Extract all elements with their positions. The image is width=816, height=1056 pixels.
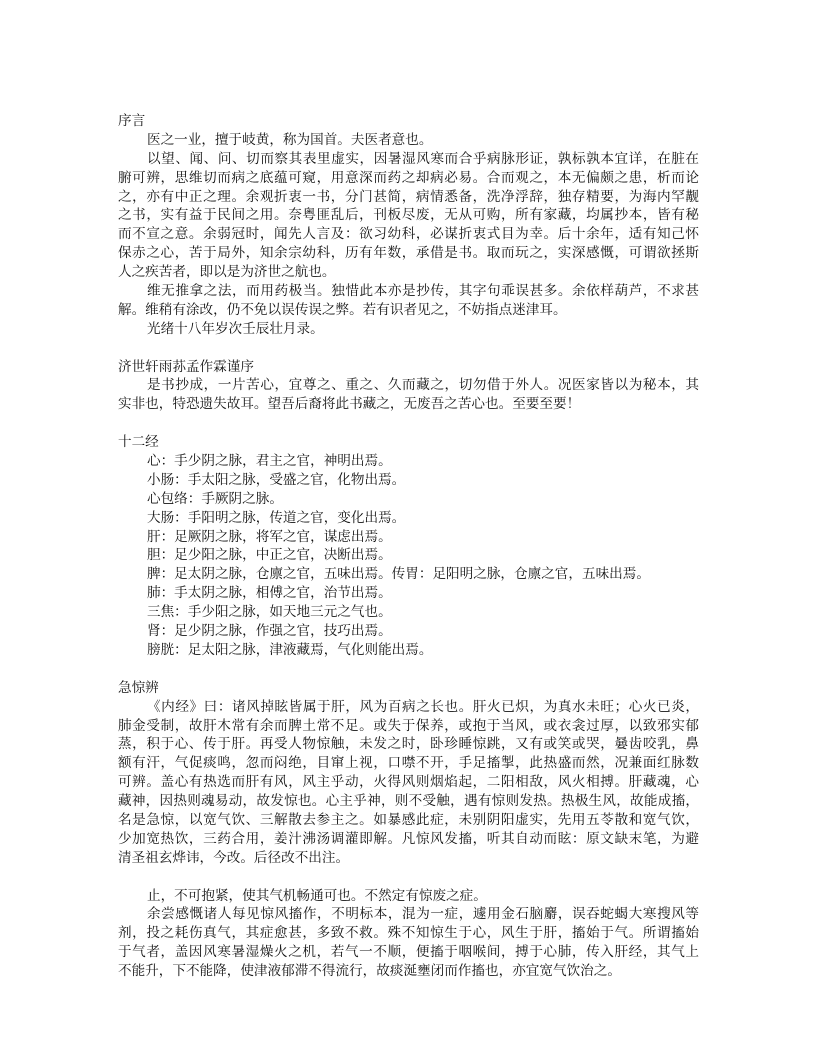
paragraph-line: 剂，投之耗伤真气，其症愈甚，多致不救。殊不知惊生于心，风生于肝，搐始于气。所谓搐始 — [118, 925, 699, 942]
paragraph-line: 三焦：手少阳之脉，如天地三元之气也。 — [147, 604, 392, 621]
paragraph-line: 不能升，下不能降，使津液郁滞不得流行，故痰涎壅闭而作搐也，亦宜宽气饮治之。 — [118, 963, 621, 980]
paragraph-line: 维无推拿之法，而用药极当。独惜此本亦是抄传，其字句乖误甚多。余依样葫芦，不求甚 — [147, 283, 699, 300]
paragraph-line: 人之疾苦者，即以是为济世之航也。 — [118, 264, 336, 281]
paragraph-line: 胆：足少阳之脉，中正之官，决断出焉。 — [147, 547, 392, 564]
paragraph-line: 脾：足太阴之脉，仓廪之官，五味出焉。传胃：足阳明之脉，仓廪之官，五味出焉。 — [147, 566, 650, 583]
document-page — [118, 112, 699, 981]
paragraph-line: 余尝感慨诸人每见惊风搐作，不明标本，混为一症，遽用金石脑麝，误吞蛇蝎大寒搜风等 — [147, 906, 699, 923]
section-heading: 序言 — [118, 113, 146, 129]
paragraph-line: 医之一业，擅于岐黄，称为国首。夫医者意也。 — [147, 131, 433, 148]
section-heading: 十二经 — [118, 434, 159, 451]
paragraph-line: 蒸，积于心、传于肝。再受人物惊触，未发之时，卧珍睡惊跳，又有或笑或哭，嘦齿咬乳，鼻 — [118, 736, 699, 753]
section-heading: 急惊辨 — [118, 679, 159, 696]
paragraph-line: 解。维稍有涂改，仍不免以误传误之弊。若有识者见之，不妨指点迷津耳。 — [118, 301, 567, 318]
paragraph-line: 肺金受制，故肝木常有余而脾土常不足。或失于保养，或抱于当风，或衣衾过厚，以致邪实郁 — [118, 717, 699, 734]
paragraph-line: 可辨。盖心有热选而肝有风，风主乎动，火得风则烟焰起，二阳相敌，风火相搏。肝藏魂，心 — [118, 774, 699, 791]
blank-line — [118, 414, 699, 433]
paragraph-line: 以望、闻、问、切而察其表里虚实，因暑湿风寒而合乎病脉形证，孰标孰本宜详，在脏在 — [147, 150, 699, 167]
paragraph-line: 止，不可抱紧，使其气机畅通可也。不然定有惊废之症。 — [147, 887, 487, 904]
blank-line — [118, 868, 699, 887]
paragraph-line: 清圣祖玄烨讳，今改。后径改不出注。 — [118, 849, 350, 866]
paragraph-line: 之书，实有益于民间之用。奈粤匪乱后，刊板尽废，无从可购，所有家藏，均属抄本，皆有秘 — [118, 207, 699, 224]
paragraph-line: 额有汗，气促痰鸣，忽而闷绝，目窜上视，口噤不开，手足搐掣，此热盛而然，况兼面红脉数 — [118, 755, 699, 772]
paragraph-line: 腑可辨，思维切而病之底蕴可窥，用意深而药之却病必易。合而观之，本无偏颇之患，析而论 — [118, 169, 699, 186]
paragraph-line: 光绪十八年岁次壬辰壮月录。 — [147, 320, 324, 337]
paragraph-line: 膀胱：足太阳之脉，津液藏焉，气化则能出焉。 — [147, 641, 433, 658]
paragraph-line: 心：手少阴之脉，君主之官，神明出焉。 — [147, 453, 392, 470]
paragraph-line: 肝：足厥阴之脉，将军之官，谋虑出焉。 — [147, 528, 392, 545]
paragraph-line: 名是急惊，以宽气饮、三解散去参主之。如暴感此症，未别阴阳虚实，先用五苓散和宽气饮， — [118, 811, 699, 828]
paragraph-line: 心包络：手厥阴之脉。 — [147, 490, 283, 507]
blank-line — [118, 660, 699, 679]
paragraph-line: 之，亦有中正之理。余观折衷一书，分门甚简，病情悉备，洗净浮辞，独存精要，为海内罕觏 — [118, 188, 699, 205]
paragraph-line: 是书抄成，一片苦心，宜尊之、重之、久而藏之，切勿借于外人。况医家皆以为秘本，其 — [147, 377, 699, 394]
paragraph-line: 肺：手太阴之脉，相傅之官，治节出焉。 — [147, 585, 392, 602]
section-heading: 济世轩雨荪孟作霖谨序 — [118, 358, 254, 375]
paragraph-line: 实非也，特恐遗失故耳。望吾后裔将此书藏之，无废吾之苦心也。至要至要！ — [118, 396, 581, 413]
paragraph-line: 少加宽热饮，三药合用，姜汁沸汤调灌即解。凡惊风发搐，听其自动而眩：原文缺末笔，为避 — [118, 830, 699, 847]
paragraph-line: 肾：足少阴之脉，作强之官，技巧出焉。 — [147, 623, 392, 640]
paragraph-line: 《内经》曰：诸风掉眩皆属于肝，风为百病之长也。肝火已炽，为真水未旺；心火已炎， — [147, 698, 699, 715]
paragraph-line: 小肠：手太阳之脉，受盛之官，化物出焉。 — [147, 471, 406, 488]
paragraph-line: 藏神，因热则魂易动，故发惊也。心主乎神，则不受触，遇有惊则发热。热极生风，故能成搐， — [118, 793, 699, 810]
paragraph-line: 保赤之心，苦于局外，知余宗幼科，历有年数，承借是书。取而玩之，实深感慨，可谓欲拯斯 — [118, 245, 699, 262]
blank-line — [118, 339, 699, 358]
paragraph-line: 于气者，盖因风寒暑湿燥火之机，若气一不顺，便搐于咽喉间，搏于心肺，传入肝经，其气上 — [118, 944, 699, 961]
paragraph-line: 大肠：手阳明之脉，传道之官，变化出焉。 — [147, 509, 406, 526]
paragraph-line: 而不宣之意。余弱冠时，闻先人言及：欲习幼科，必谋折衷式目为幸。后十余年，适有知己怀 — [118, 226, 699, 243]
